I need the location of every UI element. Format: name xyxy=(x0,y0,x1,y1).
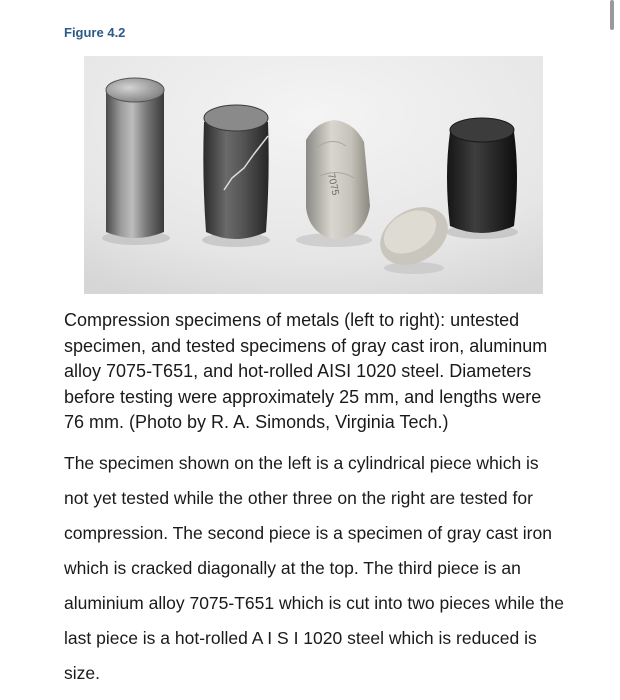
specimens-photo xyxy=(84,56,543,294)
scrollbar[interactable] xyxy=(610,0,614,30)
gray-cast-iron-specimen xyxy=(203,105,268,239)
figure-caption: Compression specimens of metals (left to right): untested specimen, and tested specimens of gray cast iron, aluminum alloy 7075-T651, and hot-rolled AISI 1020 steel. Diameters before testing were approximately 25 mm, and lengths were 76 mm. (Photo by R. A. Simonds, Virginia Tech.) xyxy=(64,310,548,432)
untested-specimen xyxy=(106,78,164,238)
hot-rolled-steel-specimen xyxy=(447,118,517,233)
answer-text: The specimen shown on the left is a cylindrical piece which is not yet tested while the other three on the right are tested for compression. The second piece is a specimen of gray cast iron which is cracked diagonally at the top. The third piece is an aluminium alloy 7075-T651 which is cut into two pieces while the last piece is a hot-rolled A I S I 1020 steel which is reduced is size. xyxy=(64,453,564,683)
specimen-engraving: 7075 xyxy=(325,172,341,197)
aluminum-alloy-specimen xyxy=(306,120,370,240)
figure-label: Figure 4.2 xyxy=(64,25,126,40)
